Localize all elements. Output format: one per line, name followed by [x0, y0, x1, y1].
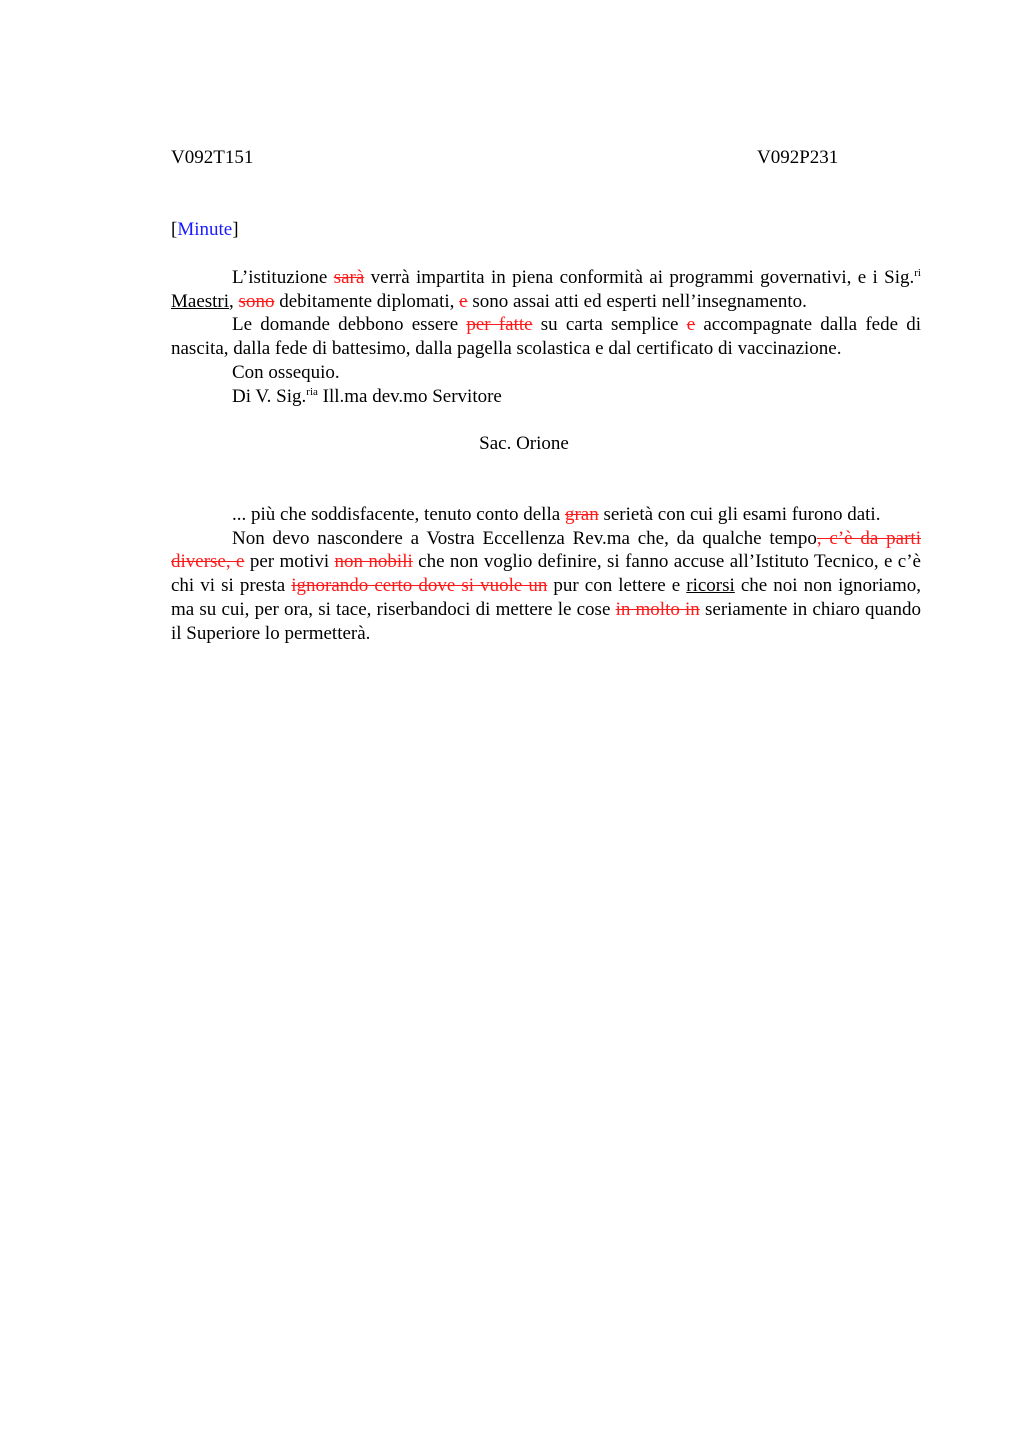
deleted-text: non nobili — [334, 551, 413, 573]
fragment-body — [171, 503, 921, 645]
deleted-text: , c’è da parti diverse, e — [171, 527, 921, 573]
letter-paragraph-2: Le domande debbono essere per fatte su carta semplice e accompagnate dalla fede di nascita, dalla fede di battesimo, dalla pagella scolastica e dal certificato di vaccinazione. — [171, 314, 921, 360]
document-code-right: V092P231 — [757, 147, 839, 168]
superscript: ri — [914, 267, 921, 279]
superscript: ria — [306, 385, 318, 398]
deleted-text: in molto in — [615, 598, 700, 620]
document-code-left: V092T151 — [171, 147, 254, 168]
letter-salutation: Di V. Sig.$^{ria}$ Ill.ma dev.mo Servitore — [232, 385, 502, 407]
deleted-text: e — [459, 290, 468, 312]
fragment-paragraph-2: Non devo nascondere a Vostra Eccellenza Rev.ma che, da qualche tempo, c’è da parti diverse, e per motivi non nobili che non voglio definire, si fanno accuse all’Istituto Tecnico, e c’è chi vi si presta ignorando certo dove si vuole un pur con lettere e ricorsi che noi non ignoriamo, ma su cui, per ora, si tace, riserbandoci di mettere le cose in molto in seriamente in chiaro quando il Superiore lo permetterà. — [171, 527, 922, 644]
section-label: [Minute] — [171, 219, 239, 240]
underlined-text: Maestri — [171, 290, 230, 312]
deleted-text: e — [686, 314, 696, 336]
deleted-text: sarà — [333, 267, 365, 288]
section-label-text: Minute — [177, 219, 233, 240]
letter-paragraph-1: L’istituzione sarà verrà impartita in piena conformità ai programmi governativi, e i Sig.$^{ri}$ Maestri, sono debitamente diplomati, e sono assai atti ed esperti nell’insegnamento. — [171, 267, 921, 312]
deleted-text: gran — [564, 504, 599, 525]
fragment-paragraph-1: ... più che soddisfacente, tenuto conto della gran serietà con cui gli esami furono dati. — [232, 504, 881, 525]
deleted-text: sono — [238, 290, 275, 312]
deleted-text: per fatte — [466, 314, 533, 336]
signature: Sac. Orione — [479, 433, 569, 454]
letter-closing: Con ossequio. — [232, 361, 340, 383]
underlined-text: ricorsi — [686, 575, 735, 597]
deleted-text: ignorando certo dove si vuole un — [291, 575, 548, 597]
letter-body — [171, 266, 921, 408]
